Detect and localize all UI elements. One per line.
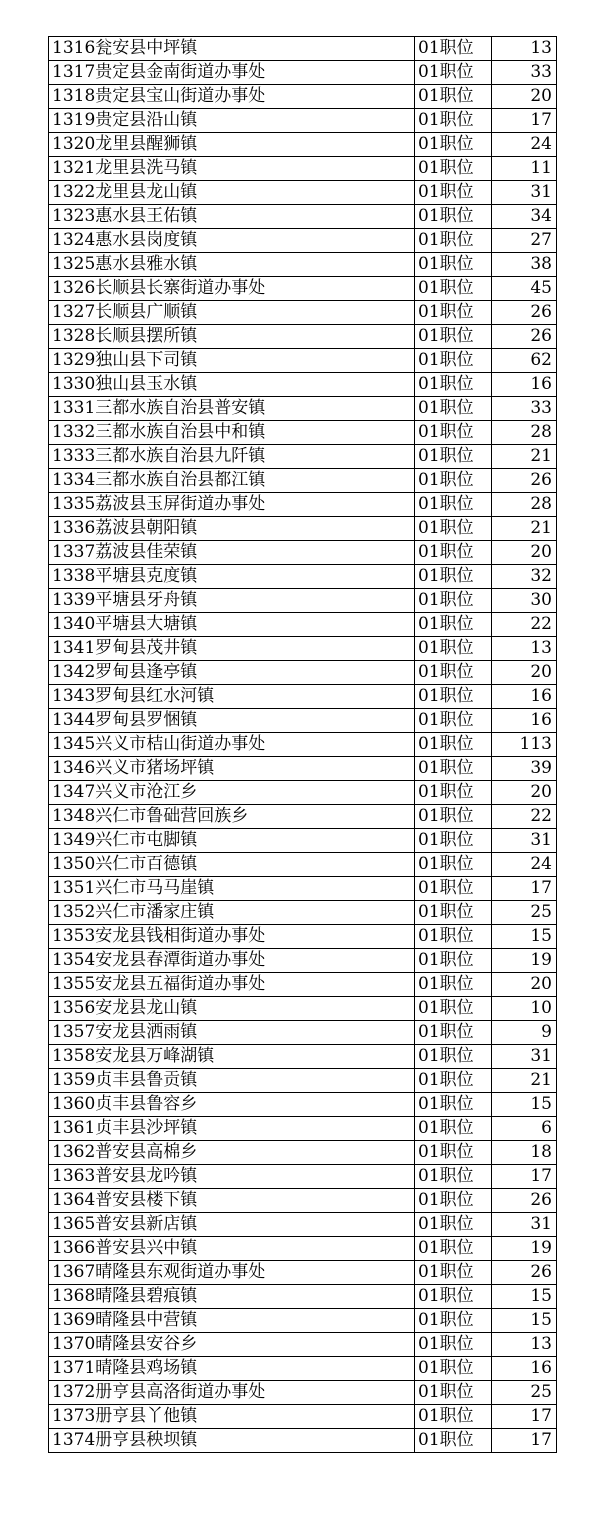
applicant-count-cell: 31 [492, 1213, 557, 1237]
unit-name-cell: 1365普安县新店镇 [49, 1213, 415, 1237]
position-code-cell: 01职位 [415, 541, 492, 565]
applicant-count-cell: 26 [492, 469, 557, 493]
unit-name-cell: 1364普安县楼下镇 [49, 1189, 415, 1213]
unit-name-cell: 1358安龙县万峰湖镇 [49, 1045, 415, 1069]
unit-name-cell: 1341罗甸县茂井镇 [49, 637, 415, 661]
position-code-cell: 01职位 [415, 1405, 492, 1429]
unit-name-cell: 1334三都水族自治县都江镇 [49, 469, 415, 493]
position-code-cell: 01职位 [415, 733, 492, 757]
position-code-cell: 01职位 [415, 1381, 492, 1405]
unit-name-cell: 1329独山县下司镇 [49, 349, 415, 373]
unit-name-cell: 1349兴仁市屯脚镇 [49, 829, 415, 853]
applicant-count-cell: 15 [492, 1285, 557, 1309]
table-row [49, 1021, 557, 1045]
position-code-cell: 01职位 [415, 1357, 492, 1381]
applicant-count-cell: 20 [492, 781, 557, 805]
unit-name-cell: 1340平塘县大塘镇 [49, 613, 415, 637]
position-code-cell: 01职位 [415, 325, 492, 349]
position-code-cell: 01职位 [415, 349, 492, 373]
unit-name-cell: 1348兴仁市鲁础营回族乡 [49, 805, 415, 829]
applicant-count-cell: 39 [492, 757, 557, 781]
applicant-count-cell: 16 [492, 685, 557, 709]
position-code-cell: 01职位 [415, 517, 492, 541]
position-code-cell: 01职位 [415, 685, 492, 709]
table-row [49, 349, 557, 373]
position-code-cell: 01职位 [415, 997, 492, 1021]
position-code-cell: 01职位 [415, 973, 492, 997]
position-code-cell: 01职位 [415, 949, 492, 973]
table-row [49, 589, 557, 613]
table-row [49, 493, 557, 517]
position-code-cell: 01职位 [415, 589, 492, 613]
position-code-cell: 01职位 [415, 1141, 492, 1165]
applicant-count-cell: 16 [492, 709, 557, 733]
applicant-count-cell: 113 [492, 733, 557, 757]
table-row [49, 133, 557, 157]
applicant-count-cell: 21 [492, 1069, 557, 1093]
table-row [49, 109, 557, 133]
table-row [49, 541, 557, 565]
table-row [49, 709, 557, 733]
table-row [49, 1045, 557, 1069]
position-code-cell: 01职位 [415, 1285, 492, 1309]
table-row [49, 1189, 557, 1213]
applicant-count-cell: 45 [492, 277, 557, 301]
table-row [49, 1381, 557, 1405]
applicant-count-cell: 15 [492, 1309, 557, 1333]
unit-name-cell: 1366普安县兴中镇 [49, 1237, 415, 1261]
table-row [49, 1357, 557, 1381]
unit-name-cell: 1328长顺县摆所镇 [49, 325, 415, 349]
unit-name-cell: 1320龙里县醒狮镇 [49, 133, 415, 157]
table-row [49, 445, 557, 469]
unit-name-cell: 1321龙里县洗马镇 [49, 157, 415, 181]
table-row [49, 1333, 557, 1357]
position-code-cell: 01职位 [415, 277, 492, 301]
applicant-count-cell: 11 [492, 157, 557, 181]
applicant-count-cell: 31 [492, 829, 557, 853]
unit-name-cell: 1326长顺县长寨街道办事处 [49, 277, 415, 301]
position-code-cell: 01职位 [415, 133, 492, 157]
applicant-count-cell: 21 [492, 445, 557, 469]
position-code-cell: 01职位 [415, 181, 492, 205]
unit-name-cell: 1335荔波县玉屏街道办事处 [49, 493, 415, 517]
position-code-cell: 01职位 [415, 661, 492, 685]
table-row [49, 397, 557, 421]
applicant-count-cell: 20 [492, 85, 557, 109]
table-row [49, 1237, 557, 1261]
applicant-count-cell: 32 [492, 565, 557, 589]
table-row [49, 1285, 557, 1309]
unit-name-cell: 1363普安县龙吟镇 [49, 1165, 415, 1189]
applicant-count-cell: 24 [492, 853, 557, 877]
unit-name-cell: 1338平塘县克度镇 [49, 565, 415, 589]
position-code-cell: 01职位 [415, 1021, 492, 1045]
applicant-count-cell: 13 [492, 637, 557, 661]
table-row [49, 229, 557, 253]
table-row [49, 1429, 557, 1453]
applicant-count-cell: 19 [492, 1237, 557, 1261]
position-code-cell: 01职位 [415, 565, 492, 589]
table-row [49, 877, 557, 901]
applicant-count-cell: 31 [492, 1045, 557, 1069]
unit-name-cell: 1333三都水族自治县九阡镇 [49, 445, 415, 469]
applicant-count-cell: 26 [492, 325, 557, 349]
applicant-count-cell: 10 [492, 997, 557, 1021]
applicant-count-cell: 18 [492, 1141, 557, 1165]
position-code-cell: 01职位 [415, 373, 492, 397]
table-row [49, 685, 557, 709]
positions-table-container [48, 36, 556, 1453]
applicant-count-cell: 33 [492, 397, 557, 421]
applicant-count-cell: 30 [492, 589, 557, 613]
unit-name-cell: 1350兴仁市百德镇 [49, 853, 415, 877]
position-code-cell: 01职位 [415, 1213, 492, 1237]
position-code-cell: 01职位 [415, 397, 492, 421]
unit-name-cell: 1345兴义市桔山街道办事处 [49, 733, 415, 757]
unit-name-cell: 1317贵定县金南街道办事处 [49, 61, 415, 85]
table-row [49, 1093, 557, 1117]
unit-name-cell: 1327长顺县广顺镇 [49, 301, 415, 325]
applicant-count-cell: 16 [492, 1357, 557, 1381]
table-row [49, 901, 557, 925]
applicant-count-cell: 21 [492, 517, 557, 541]
applicant-count-cell: 17 [492, 1429, 557, 1453]
unit-name-cell: 1373册亨县丫他镇 [49, 1405, 415, 1429]
unit-name-cell: 1371晴隆县鸡场镇 [49, 1357, 415, 1381]
position-code-cell: 01职位 [415, 781, 492, 805]
applicant-count-cell: 6 [492, 1117, 557, 1141]
position-code-cell: 01职位 [415, 421, 492, 445]
applicant-count-cell: 17 [492, 1165, 557, 1189]
position-code-cell: 01职位 [415, 1045, 492, 1069]
table-row [49, 301, 557, 325]
unit-name-cell: 1319贵定县沿山镇 [49, 109, 415, 133]
table-row [49, 37, 557, 61]
table-row [49, 181, 557, 205]
applicant-count-cell: 13 [492, 37, 557, 61]
unit-name-cell: 1339平塘县牙舟镇 [49, 589, 415, 613]
table-row [49, 1309, 557, 1333]
position-code-cell: 01职位 [415, 37, 492, 61]
applicant-count-cell: 17 [492, 1405, 557, 1429]
unit-name-cell: 1337荔波县佳荣镇 [49, 541, 415, 565]
unit-name-cell: 1330独山县玉水镇 [49, 373, 415, 397]
applicant-count-cell: 20 [492, 541, 557, 565]
position-code-cell: 01职位 [415, 853, 492, 877]
unit-name-cell: 1323惠水县王佑镇 [49, 205, 415, 229]
table-row [49, 613, 557, 637]
unit-name-cell: 1322龙里县龙山镇 [49, 181, 415, 205]
table-row [49, 805, 557, 829]
table-row [49, 973, 557, 997]
unit-name-cell: 1372册亨县高洛街道办事处 [49, 1381, 415, 1405]
applicant-count-cell: 15 [492, 1093, 557, 1117]
table-row [49, 1141, 557, 1165]
table-row [49, 565, 557, 589]
applicant-count-cell: 34 [492, 205, 557, 229]
unit-name-cell: 1331三都水族自治县普安镇 [49, 397, 415, 421]
unit-name-cell: 1361贞丰县沙坪镇 [49, 1117, 415, 1141]
position-code-cell: 01职位 [415, 493, 492, 517]
applicant-count-cell: 17 [492, 877, 557, 901]
unit-name-cell: 1368晴隆县碧痕镇 [49, 1285, 415, 1309]
table-row [49, 1117, 557, 1141]
table-row [49, 157, 557, 181]
position-code-cell: 01职位 [415, 637, 492, 661]
applicant-count-cell: 9 [492, 1021, 557, 1045]
position-code-cell: 01职位 [415, 925, 492, 949]
applicant-count-cell: 19 [492, 949, 557, 973]
position-code-cell: 01职位 [415, 445, 492, 469]
table-row [49, 469, 557, 493]
position-code-cell: 01职位 [415, 1261, 492, 1285]
applicant-count-cell: 25 [492, 1381, 557, 1405]
table-row [49, 1165, 557, 1189]
position-code-cell: 01职位 [415, 757, 492, 781]
position-code-cell: 01职位 [415, 901, 492, 925]
table-row [49, 1069, 557, 1093]
applicant-count-cell: 22 [492, 613, 557, 637]
unit-name-cell: 1353安龙县钱相街道办事处 [49, 925, 415, 949]
applicant-count-cell: 33 [492, 61, 557, 85]
unit-name-cell: 1347兴义市沧江乡 [49, 781, 415, 805]
position-code-cell: 01职位 [415, 1429, 492, 1453]
position-code-cell: 01职位 [415, 1333, 492, 1357]
unit-name-cell: 1362普安县高棉乡 [49, 1141, 415, 1165]
unit-name-cell: 1336荔波县朝阳镇 [49, 517, 415, 541]
position-code-cell: 01职位 [415, 301, 492, 325]
position-code-cell: 01职位 [415, 1165, 492, 1189]
unit-name-cell: 1343罗甸县红水河镇 [49, 685, 415, 709]
applicant-count-cell: 24 [492, 133, 557, 157]
table-row [49, 421, 557, 445]
table-row [49, 949, 557, 973]
position-code-cell: 01职位 [415, 229, 492, 253]
unit-name-cell: 1352兴仁市潘家庄镇 [49, 901, 415, 925]
applicant-count-cell: 27 [492, 229, 557, 253]
position-code-cell: 01职位 [415, 877, 492, 901]
applicant-count-cell: 25 [492, 901, 557, 925]
table-row [49, 637, 557, 661]
position-code-cell: 01职位 [415, 1117, 492, 1141]
table-row [49, 997, 557, 1021]
applicant-count-cell: 16 [492, 373, 557, 397]
table-row [49, 85, 557, 109]
table-row [49, 1213, 557, 1237]
position-code-cell: 01职位 [415, 1093, 492, 1117]
unit-name-cell: 1344罗甸县罗悃镇 [49, 709, 415, 733]
unit-name-cell: 1332三都水族自治县中和镇 [49, 421, 415, 445]
position-code-cell: 01职位 [415, 829, 492, 853]
unit-name-cell: 1359贞丰县鲁贡镇 [49, 1069, 415, 1093]
unit-name-cell: 1357安龙县洒雨镇 [49, 1021, 415, 1045]
position-code-cell: 01职位 [415, 253, 492, 277]
applicant-count-cell: 15 [492, 925, 557, 949]
applicant-count-cell: 13 [492, 1333, 557, 1357]
position-code-cell: 01职位 [415, 1189, 492, 1213]
table-row [49, 253, 557, 277]
applicant-count-cell: 22 [492, 805, 557, 829]
applicant-count-cell: 20 [492, 973, 557, 997]
positions-table-body [49, 37, 557, 1453]
unit-name-cell: 1367晴隆县东观街道办事处 [49, 1261, 415, 1285]
unit-name-cell: 1374册亨县秧坝镇 [49, 1429, 415, 1453]
unit-name-cell: 1346兴义市猪场坪镇 [49, 757, 415, 781]
unit-name-cell: 1342罗甸县逢亭镇 [49, 661, 415, 685]
unit-name-cell: 1356安龙县龙山镇 [49, 997, 415, 1021]
positions-table [48, 36, 557, 1453]
table-row [49, 781, 557, 805]
applicant-count-cell: 26 [492, 301, 557, 325]
table-row [49, 61, 557, 85]
unit-name-cell: 1370晴隆县安谷乡 [49, 1333, 415, 1357]
position-code-cell: 01职位 [415, 85, 492, 109]
position-code-cell: 01职位 [415, 205, 492, 229]
unit-name-cell: 1324惠水县岗度镇 [49, 229, 415, 253]
applicant-count-cell: 20 [492, 661, 557, 685]
applicant-count-cell: 38 [492, 253, 557, 277]
position-code-cell: 01职位 [415, 1237, 492, 1261]
table-row [49, 757, 557, 781]
applicant-count-cell: 26 [492, 1261, 557, 1285]
unit-name-cell: 1316瓮安县中坪镇 [49, 37, 415, 61]
position-code-cell: 01职位 [415, 613, 492, 637]
table-row [49, 373, 557, 397]
table-row [49, 1405, 557, 1429]
applicant-count-cell: 62 [492, 349, 557, 373]
position-code-cell: 01职位 [415, 805, 492, 829]
applicant-count-cell: 28 [492, 493, 557, 517]
table-row [49, 325, 557, 349]
table-row [49, 517, 557, 541]
table-row [49, 277, 557, 301]
table-row [49, 829, 557, 853]
table-row [49, 925, 557, 949]
table-row [49, 205, 557, 229]
unit-name-cell: 1318贵定县宝山街道办事处 [49, 85, 415, 109]
position-code-cell: 01职位 [415, 61, 492, 85]
unit-name-cell: 1369晴隆县中营镇 [49, 1309, 415, 1333]
applicant-count-cell: 31 [492, 181, 557, 205]
unit-name-cell: 1354安龙县春潭街道办事处 [49, 949, 415, 973]
unit-name-cell: 1355安龙县五福街道办事处 [49, 973, 415, 997]
unit-name-cell: 1325惠水县雅水镇 [49, 253, 415, 277]
unit-name-cell: 1360贞丰县鲁容乡 [49, 1093, 415, 1117]
position-code-cell: 01职位 [415, 1309, 492, 1333]
applicant-count-cell: 17 [492, 109, 557, 133]
table-row [49, 1261, 557, 1285]
position-code-cell: 01职位 [415, 1069, 492, 1093]
applicant-count-cell: 28 [492, 421, 557, 445]
position-code-cell: 01职位 [415, 709, 492, 733]
applicant-count-cell: 26 [492, 1189, 557, 1213]
position-code-cell: 01职位 [415, 157, 492, 181]
position-code-cell: 01职位 [415, 469, 492, 493]
unit-name-cell: 1351兴仁市马马崖镇 [49, 877, 415, 901]
table-row [49, 853, 557, 877]
position-code-cell: 01职位 [415, 109, 492, 133]
table-row [49, 661, 557, 685]
table-row [49, 733, 557, 757]
